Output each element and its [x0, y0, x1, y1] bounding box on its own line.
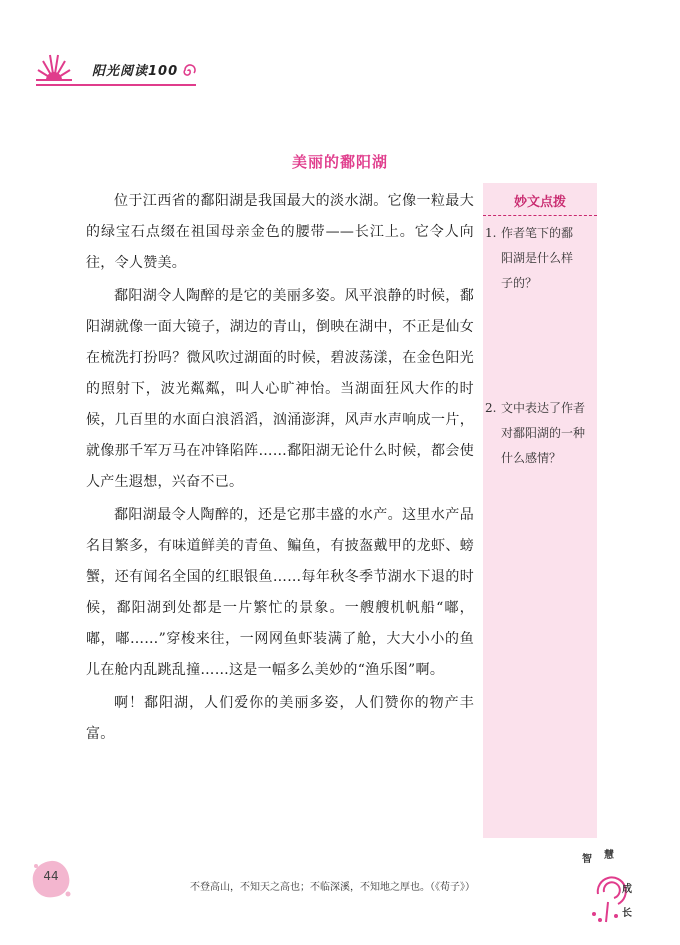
question-line: 作者笔下的鄱 — [501, 226, 574, 240]
question-line: 对鄱阳湖的一种 — [501, 426, 586, 440]
question-1 — [485, 221, 595, 296]
page-number: 44 — [43, 869, 59, 883]
paragraph: 鄱阳湖令人陶醉的是它的美丽多姿。风平浪静的时候，鄱阳湖就像一面大镜子，湖边的青山，倒映在湖中，不正是仙女在梳洗打扮吗？微风吹过湖面的时候，碧波荡漾，在金色阳光的照射下，波光粼粼，叫人心旷神怡。当湖面狂风大作的时候，几百里的水面白浪滔滔，汹涌澎湃，风声水声响成一片，就像那千军万马在冲锋陷阵……鄱阳湖无论什么时候，都会使人产生遐想，兴奋不已。 — [86, 288, 474, 490]
question-number: 1. — [485, 226, 497, 240]
question-2 — [485, 396, 595, 471]
swirl-icon — [180, 62, 198, 80]
question-line: 什么感情？ — [501, 451, 562, 465]
sidebar-heading: 妙文点拨 — [513, 195, 566, 210]
corner-label: 成 — [622, 884, 632, 895]
paragraph: 位于江西省的鄱阳湖是我国最大的淡水湖。它像一粒最大的绿宝石点缀在祖国母亲金色的腰带——长江上。它令人向往，令人赞美。 — [86, 193, 474, 271]
tips-sidebar — [483, 183, 597, 838]
footer-quote: 不登高山，不知天之高也；不临深溪，不知地之厚也。（《荀子》） — [190, 882, 475, 893]
sidebar-divider — [483, 215, 597, 216]
article-title: 美丽的鄱阳湖 — [291, 153, 388, 171]
question-line: 阳湖是什么样 — [501, 251, 574, 265]
header-divider — [36, 84, 196, 86]
corner-label: 智 — [582, 854, 592, 865]
question-line: 子的？ — [501, 276, 538, 290]
paragraph: 鄱阳湖最令人陶醉的，还是它那丰盛的水产。这里水产品名目繁多，有味道鲜美的青鱼、鳊鱼，有披盔戴甲的龙虾、螃蟹，还有闻名全国的红眼银鱼……每年秋冬季节湖水下退的时候，鄱阳湖到处都是一片繁忙的景象。一艘艘机帆船“嘟，嘟，嘟……”穿梭来往，一网网鱼虾装满了舱，大大小小的鱼儿在舱内乱跳乱撞……这是一幅多么美妙的“渔乐图”啊。 — [86, 507, 474, 678]
sunburst-logo-icon — [34, 50, 74, 84]
question-line: 文中表达了作者 — [501, 401, 586, 415]
paragraph: 啊！鄱阳湖，人们爱你的美丽多姿，人们赞你的物产丰富。 — [86, 695, 474, 742]
corner-label: 长 — [622, 908, 632, 919]
article-body — [86, 186, 474, 752]
corner-label: 慧 — [604, 850, 614, 861]
question-number: 2. — [485, 401, 497, 415]
brand-title: 阳光阅读100 — [92, 64, 179, 79]
